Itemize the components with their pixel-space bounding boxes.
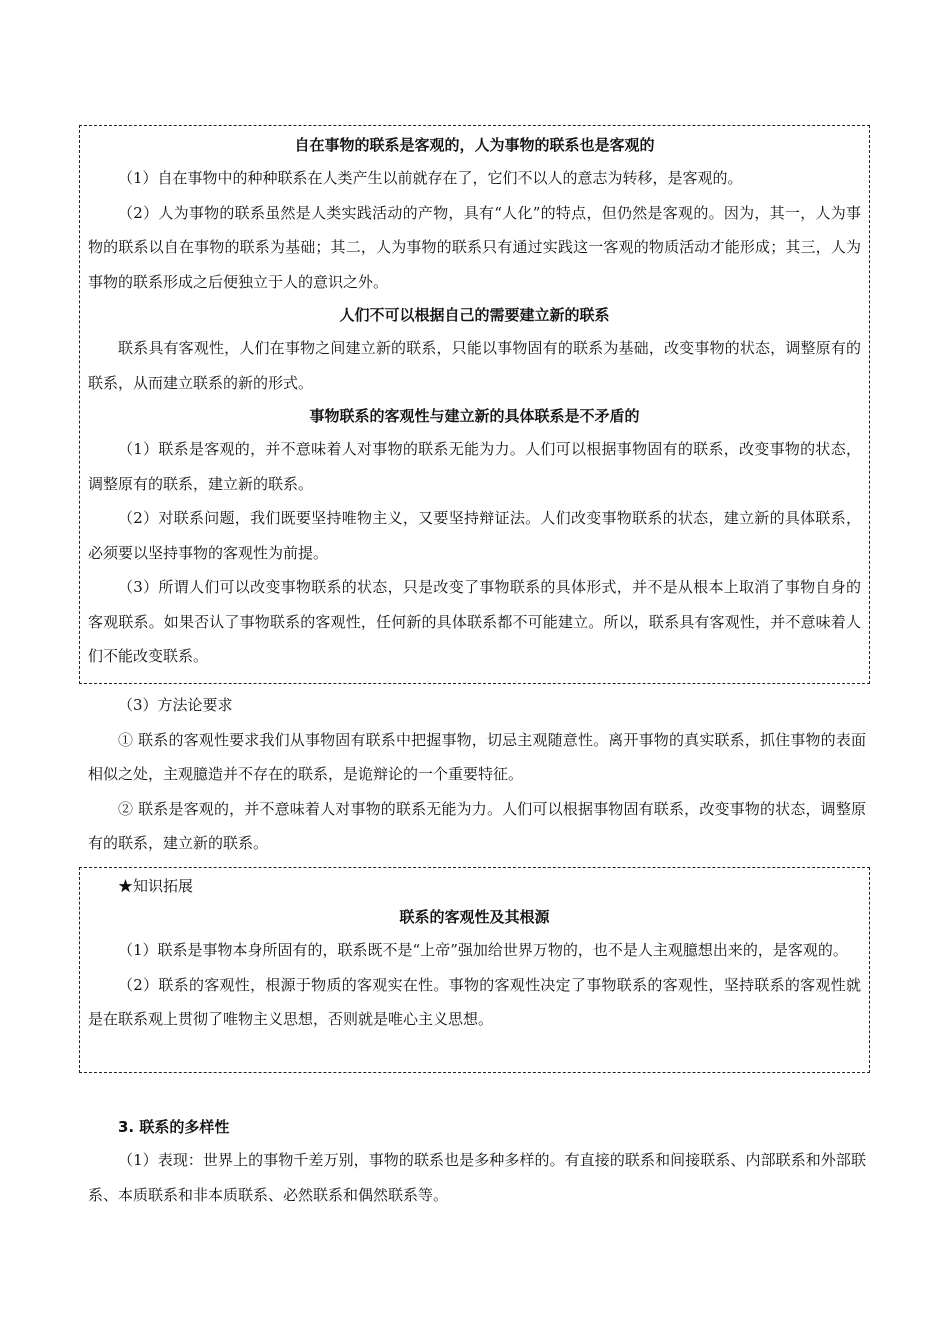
knowledge-box-objectivity (79, 125, 870, 684)
box-heading-not-contradictory: 事物联系的客观性与建立新的具体联系是不矛盾的 (309, 407, 640, 425)
extension-tag: ★知识拓展 (118, 877, 194, 895)
extension-paragraph-2: （2）联系的客观性，根源于物质的客观实在性。事物的客观性决定了事物联系的客观性，坚持联系的客观性就是在联系观上贯彻了唯物主义思想，否则就是唯心主义思想。 (88, 975, 861, 1028)
extension-heading: 联系的客观性及其根源 (399, 908, 550, 926)
box-paragraph-2: （2）人为事物的联系虽然是人类实践活动的产物，具有“人化”的特点，但仍然是客观的。因为，其一，人为事物的联系以自在事物的联系为基础；其二，人为事物的联系只有通过实践这一客观的物质活动才能形成；其三，人为事物的联系形成之后便独立于人的意识之外。 (88, 203, 861, 291)
box-paragraph-6: （3）所谓人们可以改变事物联系的状态，只是改变了事物联系的具体形式，并不是从根本上取消了事物自身的客观联系。如果否认了事物联系的客观性，任何新的具体联系都不可能建立。所以，联系具有客观性，并不意味着人们不能改变联系。 (88, 578, 861, 665)
methodology-paragraph-2: ② 联系是客观的，并不意味着人对事物的联系无能为力。人们可以根据事物固有联系，改变事物的状态，调整原有的联系，建立新的联系。 (88, 799, 866, 852)
box-paragraph-3: 联系具有客观性，人们在事物之间建立新的联系，只能以事物固有的联系为基础，改变事物的状态，调整原有的联系，从而建立联系的新的形式。 (88, 339, 861, 392)
box-paragraph-5: （2）对联系问题，我们既要坚持唯物主义，又要坚持辩证法。人们改变事物联系的状态，建立新的具体联系，必须要以坚持事物的客观性为前提。 (88, 509, 861, 562)
diversity-paragraph-1: （1）表现：世界上的事物千差万别，事物的联系也是多种多样的。有直接的联系和间接联系、内部联系和外部联系、本质联系和非本质联系、必然联系和偶然联系等。 (88, 1151, 866, 1204)
section-title-diversity: 3. 联系的多样性 (118, 1118, 230, 1136)
methodology-title: （3）方法论要求 (118, 696, 233, 714)
box-paragraph-1: （1）自在事物中的种种联系在人类产生以前就存在了，它们不以人的意志为转移，是客观的。 (118, 169, 743, 187)
box-heading-natural-artificial: 自在事物的联系是客观的，人为事物的联系也是客观的 (294, 136, 655, 154)
box-heading-no-arbitrary: 人们不可以根据自己的需要建立新的联系 (339, 306, 610, 324)
methodology-paragraph-1: ① 联系的客观性要求我们从事物固有联系中把握事物，切忌主观随意性。离开事物的真实联系，抓住事物的表面相似之处，主观臆造并不存在的联系，是诡辩论的一个重要特征。 (88, 730, 866, 783)
knowledge-extension-box (79, 867, 870, 1073)
methodology-section (88, 688, 866, 861)
extension-paragraph-1: （1）联系是事物本身所固有的，联系既不是“上帝”强加给世界万物的，也不是人主观臆想出来的，是客观的。 (118, 941, 848, 959)
section-diversity (88, 1111, 866, 1212)
box-paragraph-4: （1）联系是客观的，并不意味着人对事物的联系无能为力。人们可以根据事物固有的联系，改变事物的状态，调整原有的联系，建立新的联系。 (88, 440, 861, 493)
